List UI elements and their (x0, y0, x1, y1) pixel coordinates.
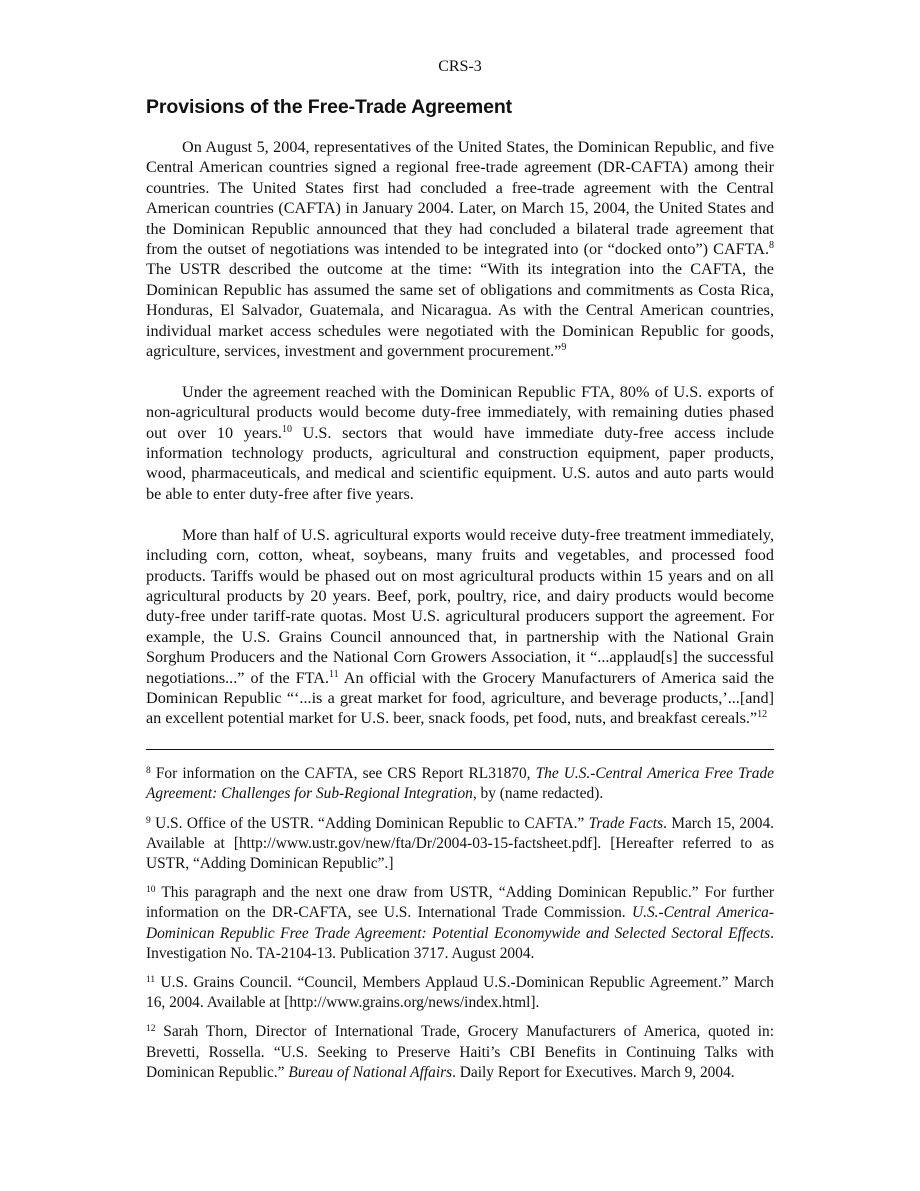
footnote-ref-12: 12 (757, 709, 768, 721)
footnote-text: For information on the CAFTA, see CRS Report RL31870, (150, 765, 536, 783)
footnote-number: 10 (146, 885, 156, 896)
footnote-text: U.S. Office of the USTR. “Adding Dominican Republic to CAFTA.” (150, 814, 589, 832)
footnote-9 (146, 814, 774, 875)
paragraph-2 (146, 382, 774, 504)
paragraph-2-text-a: Under the agreement reached with the Dominican Republic FTA, 80% of U.S. exports of non-agricultural products would become duty-free immediately, with remaining duties phased out over 10 years. (146, 382, 774, 442)
footnote-ref-8: 8 (769, 240, 774, 252)
paragraph-3-text-a: More than half of U.S. agricultural exports would receive duty-free treatment immediately, including corn, cotton, wheat, soybeans, many fruits and vegetables, and processed food products. Tariffs would be phased out on most agricultural products within 15 years and on all agricultural products by 20 years. Beef, pork, poultry, rice, and dairy products would become duty-free under tariff-rate quotas. Most U.S. agricultural producers support the agreement. For example, the U.S. Grains Council announced that, in partnership with the National Grain Sorghum Producers and the National Corn Growers Association, it “...applaud[s] the successful negotiations...” of the FTA. (146, 525, 774, 687)
footnote-text: . Investigation No. TA-2104-13. Publication 3717. August 2004. (146, 924, 774, 962)
footnote-title: Bureau of National Affairs (288, 1063, 453, 1081)
section-heading: Provisions of the Free-Trade Agreement (146, 96, 513, 118)
footnote-number: 12 (146, 1024, 156, 1035)
footnote-number: 11 (146, 974, 156, 985)
footnote-text: , by (name redacted). (472, 785, 604, 803)
footnote-10 (146, 883, 774, 964)
footnote-title: U.S.-Central America-Dominican Republic Free Trade Agreement: Potential Economywide and Selected Sectoral Effects (146, 904, 774, 942)
paragraph-1-text-b: The USTR described the outcome at the time: “With its integration into the CAFTA, the Dominican Republic has assumed the same set of obligations and commitments as Costa Rica, Honduras, El Salvador, Guatemala, and Nicaragua. As with the Central American countries, individual market access schedules were negotiated with the Dominican Republic for goods, agriculture, services, investment and government procurement.” (146, 260, 774, 361)
footnote-ref-9: 9 (561, 342, 567, 354)
paragraph-1 (146, 137, 774, 361)
paragraph-1-text-a: On August 5, 2004, representatives of the United States, the Dominican Republic, and five Central American countries signed a regional free-trade agreement (DR-CAFTA) among their countries. The United States first had concluded a free-trade agreement with the Central American countries (CAFTA) in January 2004. Later, on March 15, 2004, the United States and the Dominican Republic announced that they had concluded a bilateral trade agreement that from the outset of negotiations was intended to be integrated into (or “docked onto”) CAFTA. (146, 138, 774, 259)
footnote-divider (146, 749, 774, 750)
footnote-ref-10: 10 (281, 423, 292, 435)
footnote-11 (146, 973, 774, 1013)
document-page (146, 56, 774, 1092)
footnote-text: . March 15, 2004. Available at [http://www.ustr.gov/new/fta/Dr/2004-03-15-factsheet.pdf]. [Hereafter referred to as USTR, “Adding Dominican Republic”.] (146, 814, 775, 872)
footnote-title: The U.S.-Central America Free Trade Agreement: Challenges for Sub-Regional Integration (146, 765, 774, 803)
footnote-number: 9 (146, 815, 151, 826)
paragraph-3-text-b: An official with the Grocery Manufacturers of America said the Dominican Republic “‘...is a great market for food, agriculture, and beverage products,’...[and] an excellent potential market for U.S. beer, snack foods, pet food, nuts, and breakfast cereals.” (146, 668, 775, 728)
footnote-8 (146, 764, 774, 804)
footnote-ref-11: 11 (329, 668, 339, 680)
footnote-12 (146, 1022, 774, 1083)
paragraph-2-text-b: U.S. sectors that would have immediate duty-free access include information technology products, agricultural and construction equipment, paper products, wood, pharmaceuticals, and medical and scientific equipment. U.S. autos and auto parts would be able to enter duty-free after five years. (146, 423, 774, 503)
footnote-text: U.S. Grains Council. “Council, Members Applaud U.S.-Dominican Republic Agreement.” March 16, 2004. Available at [http://www.grains.org/news/index.html]. (146, 973, 774, 1012)
footnote-text: This paragraph and the next one draw from USTR, “Adding Dominican Republic.” For further information on the DR-CAFTA, see U.S. International Trade Commission. (146, 884, 774, 922)
footnote-title: Trade Facts (588, 814, 664, 832)
footnote-text: . Daily Report for Executives. March 9, 2004. (452, 1063, 735, 1081)
footnote-number: 8 (146, 766, 151, 777)
footnote-text: Sarah Thorn, Director of International Trade, Grocery Manufacturers of America, quoted in: Brevetti, Rossella. “U.S. Seeking to Preserve Haiti’s CBI Benefits in Continuing Talks with Dominican Republic.” (146, 1023, 774, 1081)
page-number: CRS-3 (438, 58, 482, 75)
paragraph-3 (146, 525, 774, 729)
